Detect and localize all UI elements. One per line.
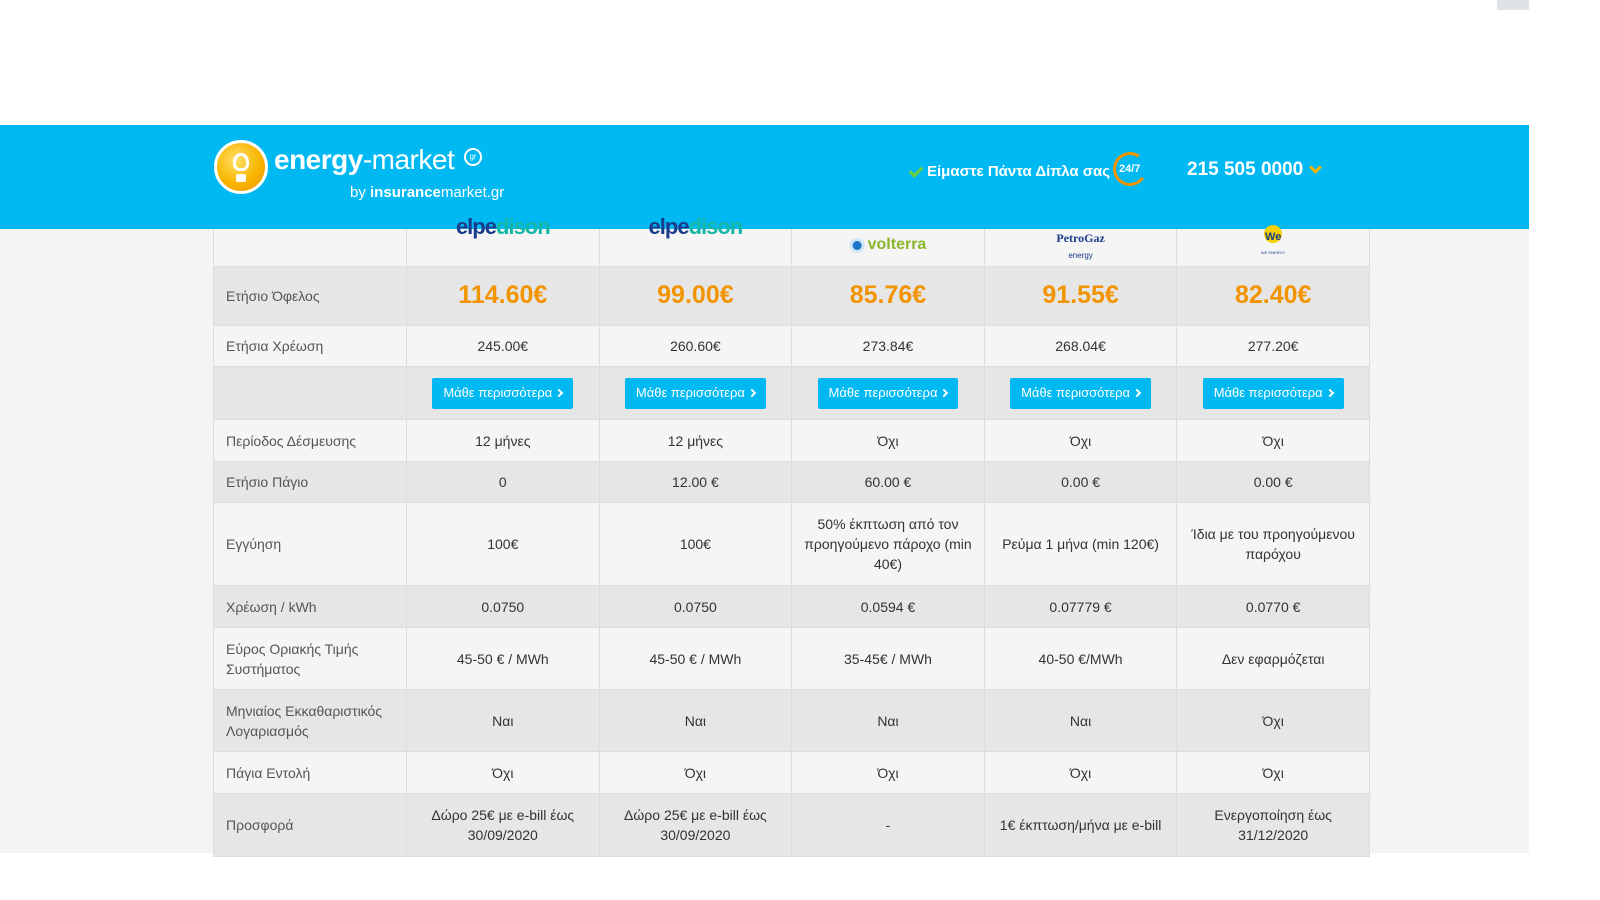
- cell-value: 0.0750: [481, 598, 525, 615]
- provider-value-cell: [1177, 367, 1370, 420]
- provider-value-cell: [984, 752, 1177, 794]
- support-24-7-icon: 24/7: [1110, 149, 1149, 188]
- learn-more-label: Μάθε περισσότερα: [635, 385, 745, 400]
- provider-value-cell: [599, 326, 792, 367]
- phone-text: 215 505 0000: [1187, 159, 1304, 180]
- learn-more-button[interactable]: [432, 378, 573, 409]
- provider-value-cell: [984, 690, 1177, 752]
- provider-value-cell: [599, 752, 792, 794]
- cell-value: 260.60€: [670, 338, 721, 354]
- row-label: Πάγια Εντολή: [214, 752, 407, 794]
- provider-value-cell: [792, 690, 985, 752]
- cell-value: Ναι: [492, 712, 514, 729]
- provider-logo-cell: [792, 229, 985, 267]
- provider-logo[interactable]: [995, 229, 1167, 266]
- provider-value-cell: [1177, 690, 1370, 752]
- cell-value: 12.00 €: [672, 474, 719, 490]
- check-icon: [908, 164, 922, 178]
- cell-value: 50% έκπτωση από τον προηγούμενο πάροχο (min 40€): [804, 516, 972, 572]
- provider-value-cell: [1177, 462, 1370, 503]
- petrogaz-subtitle: energy: [1068, 251, 1093, 260]
- provider-value-cell: [407, 420, 600, 462]
- provider-value-cell: [984, 462, 1177, 503]
- cell-value: 0.00 €: [1061, 474, 1101, 490]
- cell-value: Όχι: [1262, 432, 1284, 449]
- provider-value-cell: [984, 794, 1177, 857]
- elpedison-logo: elpedison: [648, 214, 743, 239]
- we-energy-caption: WE ENERGY: [1260, 250, 1286, 255]
- volterra-dot-icon: [850, 238, 865, 253]
- learn-more-label: Μάθε περισσότερα: [1213, 385, 1323, 400]
- provider-value-cell: [407, 326, 600, 367]
- petrogaz-logo: [1056, 227, 1104, 266]
- provider-value-cell: [599, 794, 792, 857]
- provider-logo[interactable]: [417, 214, 589, 266]
- learn-more-button[interactable]: [1203, 378, 1344, 409]
- annual-benefit-price: 99.00€: [657, 280, 734, 309]
- learn-more-label: Μάθε περισσότερα: [443, 385, 553, 400]
- provider-value-cell: [407, 690, 600, 752]
- provider-value-cell: [599, 367, 792, 420]
- cell-value: 0: [498, 474, 507, 490]
- provider-value-cell: [599, 628, 792, 690]
- row-label: Ετήσια Χρέωση: [214, 326, 407, 367]
- provider-value-cell: [792, 586, 985, 628]
- top-blank-area: [0, 0, 1529, 125]
- row-label: Περίοδος Δέσμευσης: [214, 420, 407, 462]
- provider-value-cell: [1177, 326, 1370, 367]
- lightbulb-icon: [214, 140, 268, 194]
- comparison-table-wrapper[interactable]: [213, 214, 1369, 853]
- row-guarantee: [214, 503, 1370, 586]
- learn-more-button[interactable]: [1010, 378, 1151, 409]
- cell-value: Ενεργοποίηση έως 31/12/2020: [1214, 807, 1332, 843]
- volterra-wordmark: volterra: [867, 236, 927, 253]
- provider-logo[interactable]: [610, 214, 782, 266]
- provider-value-cell: [1177, 794, 1370, 857]
- cell-value: Όχι: [1069, 764, 1092, 781]
- provider-value-cell: [984, 326, 1177, 367]
- provider-value-cell: [599, 462, 792, 503]
- cell-value: 1€ έκπτωση/μήνα με e-bill: [999, 817, 1162, 833]
- provider-value-cell: [792, 503, 985, 586]
- cell-value: Όχι: [1262, 712, 1284, 729]
- logo-wordmark: energy-market: [274, 144, 455, 175]
- provider-value-cell: [407, 586, 600, 628]
- chevron-right-icon: [555, 389, 563, 397]
- empty-label-cell: [214, 229, 407, 267]
- learn-more-button[interactable]: [625, 378, 766, 409]
- cell-value: 0.0770 €: [1245, 598, 1301, 615]
- phone-number[interactable]: [1187, 159, 1320, 181]
- cell-value: 12 μήνες: [667, 432, 724, 449]
- row-label: Εύρος Οριακής Τιμής Συστήματος: [214, 628, 407, 690]
- slogan-text: Είμαστε Πάντα Δίπλα σας: [927, 162, 1111, 180]
- cell-value: 277.20€: [1247, 338, 1299, 354]
- row-annual-charge: [214, 326, 1370, 367]
- provider-value-cell: [792, 628, 985, 690]
- provider-logo-cell: [599, 214, 792, 267]
- provider-logo[interactable]: [1187, 229, 1359, 266]
- provider-value-cell: [792, 794, 985, 857]
- chevron-right-icon: [1133, 389, 1141, 397]
- provider-value-cell: [599, 503, 792, 586]
- cell-value: 12 μήνες: [475, 432, 531, 449]
- annual-benefit-price: 85.76€: [849, 280, 927, 309]
- provider-value-cell: [407, 628, 600, 690]
- provider-value-cell: [1177, 752, 1370, 794]
- cell-value: Δεν εφαρμόζεται: [1221, 650, 1325, 667]
- cell-value: Δώρο 25€ με e-bill έως 30/09/2020: [431, 807, 575, 843]
- row-button: [214, 367, 1370, 420]
- cell-value: 35-45€ / MWh: [844, 650, 932, 667]
- we-energy-logo: [1260, 225, 1286, 255]
- provider-value-cell: [407, 367, 600, 420]
- cell-value: Όχι: [1262, 764, 1284, 781]
- provider-value-cell: [407, 752, 600, 794]
- provider-logo[interactable]: [802, 229, 974, 266]
- provider-value-cell: [984, 267, 1177, 326]
- logo-gr-badge: gr: [464, 148, 482, 166]
- provider-logos-row: [214, 229, 1370, 267]
- row-label: Ετήσιο Όφελος: [214, 267, 407, 326]
- cell-value: 0.00 €: [1253, 474, 1293, 490]
- provider-value-cell: [792, 462, 985, 503]
- row-annual-benefit: [214, 267, 1370, 326]
- annual-benefit-price: 82.40€: [1234, 280, 1312, 309]
- cell-value: 100€: [679, 536, 711, 552]
- cell-value: Ναι: [684, 712, 707, 729]
- row-label: Προσφορά: [214, 794, 407, 857]
- provider-logo-cell: [984, 229, 1177, 267]
- provider-value-cell: [1177, 267, 1370, 326]
- provider-value-cell: [792, 326, 985, 367]
- cell-value: 60.00 €: [864, 474, 912, 490]
- cell-value: 0.07779 €: [1049, 598, 1112, 615]
- provider-value-cell: [599, 420, 792, 462]
- row-label: Μηνιαίος Εκκαθαριστικός Λογαριασμός: [214, 690, 407, 752]
- volterra-logo: [850, 235, 927, 255]
- row-smp-range: [214, 628, 1370, 690]
- petrogaz-wordmark: PetroGaz: [1056, 231, 1105, 245]
- cell-value: 40-50 €/MWh: [1038, 650, 1123, 667]
- cell-value: 100€: [487, 536, 519, 552]
- cell-value: 45-50 € / MWh: [649, 650, 742, 667]
- cell-value: 0.0594 €: [860, 598, 916, 615]
- scrollbar-corner: [1497, 0, 1529, 10]
- provider-value-cell: [984, 367, 1177, 420]
- cell-value: Ναι: [877, 712, 899, 729]
- provider-value-cell: [792, 367, 985, 420]
- cell-value: Όχι: [877, 764, 899, 781]
- chevron-down-icon[interactable]: [1309, 161, 1322, 174]
- provider-value-cell: [407, 267, 600, 326]
- provider-value-cell: [599, 267, 792, 326]
- row-monthly-clearing: [214, 690, 1370, 752]
- annual-benefit-price: 114.60€: [458, 280, 548, 309]
- provider-value-cell: [792, 752, 985, 794]
- empty-label-cell: [214, 367, 407, 420]
- row-label: Χρέωση / kWh: [214, 586, 407, 628]
- provider-value-cell: [984, 586, 1177, 628]
- cell-value: Όχι: [684, 764, 707, 781]
- cell-value: 245.00€: [477, 338, 529, 354]
- cell-value: -: [885, 817, 891, 833]
- provider-value-cell: [407, 794, 600, 857]
- annual-benefit-price: 91.55€: [1042, 280, 1119, 309]
- cell-value: Όχι: [1069, 432, 1092, 449]
- cell-value: 273.84€: [862, 338, 914, 354]
- provider-value-cell: [1177, 420, 1370, 462]
- row-standing-order: [214, 752, 1370, 794]
- row-label: Εγγύηση: [214, 503, 407, 586]
- cell-value: Όχι: [877, 432, 899, 449]
- provider-value-cell: [1177, 503, 1370, 586]
- cell-value: Ίδια με του προηγούμενου παρόχου: [1191, 526, 1355, 562]
- cell-value: 45-50 € / MWh: [456, 650, 549, 667]
- learn-more-button[interactable]: [818, 378, 959, 409]
- provider-value-cell: [792, 420, 985, 462]
- chevron-right-icon: [940, 389, 948, 397]
- row-annual-fee: [214, 462, 1370, 503]
- row-commitment: [214, 420, 1370, 462]
- provider-value-cell: [984, 503, 1177, 586]
- provider-value-cell: [984, 420, 1177, 462]
- provider-value-cell: [792, 267, 985, 326]
- chevron-right-icon: [1325, 389, 1333, 397]
- provider-value-cell: [984, 628, 1177, 690]
- provider-value-cell: [599, 690, 792, 752]
- cell-value: Δώρο 25€ με e-bill έως 30/09/2020: [624, 807, 767, 843]
- learn-more-label: Μάθε περισσότερα: [1021, 385, 1131, 400]
- cell-value: 268.04€: [1055, 338, 1106, 354]
- provider-logo-cell: [1177, 229, 1370, 267]
- cell-value: Ναι: [1069, 712, 1092, 729]
- row-offer: [214, 794, 1370, 857]
- elpedison-logo: elpedison: [455, 214, 550, 239]
- cell-value: Ρεύμα 1 μήνα (min 120€): [1002, 536, 1159, 552]
- cell-value: 0.0750: [673, 598, 717, 615]
- logo-byline: by insurancemarket.gr: [350, 184, 505, 201]
- provider-value-cell: [1177, 586, 1370, 628]
- chevron-right-icon: [748, 389, 756, 397]
- energy-market-logo[interactable]: [214, 140, 514, 206]
- provider-value-cell: [407, 503, 600, 586]
- provider-value-cell: [407, 462, 600, 503]
- provider-logo-cell: [407, 214, 600, 267]
- provider-value-cell: [1177, 628, 1370, 690]
- we-energy-mark: We: [1265, 231, 1282, 243]
- row-label: Ετήσιο Πάγιο: [214, 462, 407, 503]
- provider-value-cell: [599, 586, 792, 628]
- cell-value: Όχι: [492, 764, 514, 781]
- row-charge-kwh: [214, 586, 1370, 628]
- comparison-table: [213, 214, 1370, 857]
- learn-more-label: Μάθε περισσότερα: [828, 385, 938, 400]
- header-slogan: [908, 160, 1110, 182]
